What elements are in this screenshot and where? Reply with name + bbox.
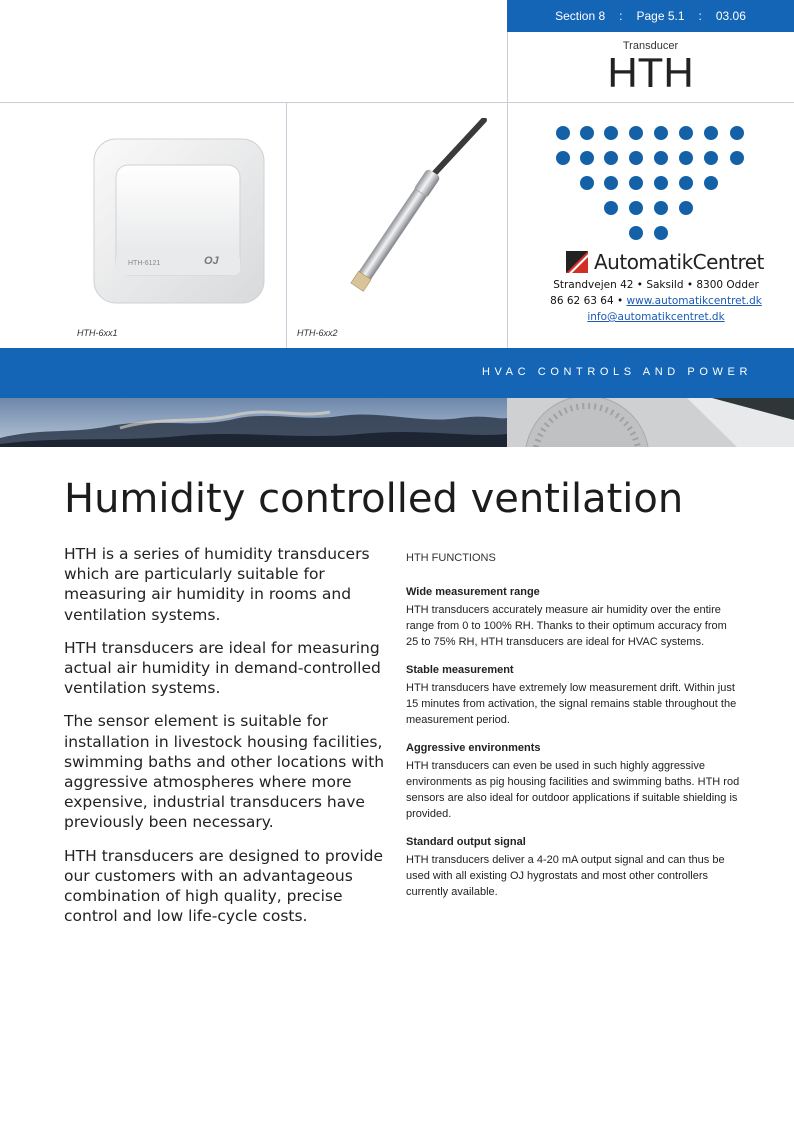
function-body: HTH transducers accurately measure air humidity over the entire range from 0 to 100% RH. Thanks to their optimum accuracy from 25 to 75% RH, HTH transducers are ideal for HVAC systems. bbox=[406, 604, 727, 648]
intro-paragraph: HTH transducers are ideal for measuring actual air humidity in demand-controlled ventilation systems. bbox=[64, 638, 381, 698]
dealer-phone: 86 62 63 64 • bbox=[550, 295, 624, 307]
oj-brand-mark: OJ bbox=[204, 255, 219, 267]
function-title: Wide measurement range bbox=[406, 586, 540, 598]
function-title: Aggressive environments bbox=[406, 742, 541, 754]
function-body: HTH transducers can even be used in such highly aggressive environments as pig housing facilities and swimming baths. HTH rod sensors are also ideal for outdoor applications if suitable shielding is provided. bbox=[406, 760, 740, 820]
dot-pattern-logo bbox=[549, 121, 749, 246]
dealer-logo bbox=[566, 250, 764, 274]
separator: : bbox=[619, 9, 623, 23]
function-item bbox=[406, 662, 742, 728]
device-model-label: HTH-6121 bbox=[128, 260, 161, 267]
separator: : bbox=[698, 9, 702, 23]
dealer-address: Strandvejen 42 • Saksild • 8300 Odder bbox=[553, 279, 759, 291]
issue-date: 03.06 bbox=[715, 9, 746, 23]
page-reference-bar bbox=[507, 0, 794, 32]
intro-paragraph: The sensor element is suitable for installation in livestock housing facilities, swimming baths and other locations with aggressive atmospheres where more expensive, industrial transducers have previously been necessary. bbox=[64, 712, 385, 832]
function-title: Standard output signal bbox=[406, 836, 526, 848]
function-item bbox=[406, 834, 742, 900]
automatikcentret-mark-icon bbox=[566, 251, 588, 273]
dealer-contact-line bbox=[520, 295, 792, 307]
product-code: HTH bbox=[607, 49, 694, 96]
wall-transducer-photo bbox=[92, 135, 268, 305]
dealer-email-link[interactable]: info@automatikcentret.dk bbox=[587, 311, 725, 323]
divider bbox=[0, 102, 794, 103]
dial-banner-image bbox=[507, 398, 794, 447]
function-body: HTH transducers have extremely low measurement drift. Within just 15 minutes from activation, the signal remains stable throughout the measurement period. bbox=[406, 682, 737, 726]
product-caption: HTH-6xx2 bbox=[297, 328, 338, 338]
dealer-website-link[interactable]: www.automatikcentret.dk bbox=[626, 295, 762, 307]
product-caption: HTH-6xx1 bbox=[77, 328, 118, 338]
intro-paragraph: HTH transducers are designed to provide our customers with an advantageous combination of high quality, precise control and low life-cycle costs. bbox=[64, 846, 384, 926]
intro-text bbox=[64, 544, 394, 939]
dealer-email-line bbox=[520, 311, 792, 323]
functions-column bbox=[406, 550, 742, 912]
intro-paragraph: HTH is a series of humidity transducers which are particularly suitable for measuring air humidity in rooms and ventilation systems. bbox=[64, 545, 370, 624]
function-item bbox=[406, 740, 742, 822]
function-body: HTH transducers deliver a 4-20 mA output signal and can thus be used with all existing OJ hygrostats and most other controllers currently available. bbox=[406, 854, 725, 898]
tagline: HVAC CONTROLS AND POWER bbox=[481, 366, 752, 378]
document-type: Transducer bbox=[622, 40, 679, 52]
function-title: Stable measurement bbox=[406, 664, 514, 676]
section-number: Section 8 bbox=[555, 9, 606, 23]
page-number: Page 5.1 bbox=[636, 9, 685, 23]
function-item bbox=[406, 584, 742, 650]
dealer-name: AutomatikCentret bbox=[594, 250, 764, 274]
functions-heading: HTH FUNCTIONS bbox=[406, 552, 496, 564]
tagline-band bbox=[0, 348, 794, 398]
rod-transducer-photo bbox=[300, 118, 490, 308]
page-title: Humidity controlled ventilation bbox=[64, 476, 684, 522]
divider bbox=[286, 103, 287, 348]
sky-banner-image bbox=[0, 398, 507, 447]
